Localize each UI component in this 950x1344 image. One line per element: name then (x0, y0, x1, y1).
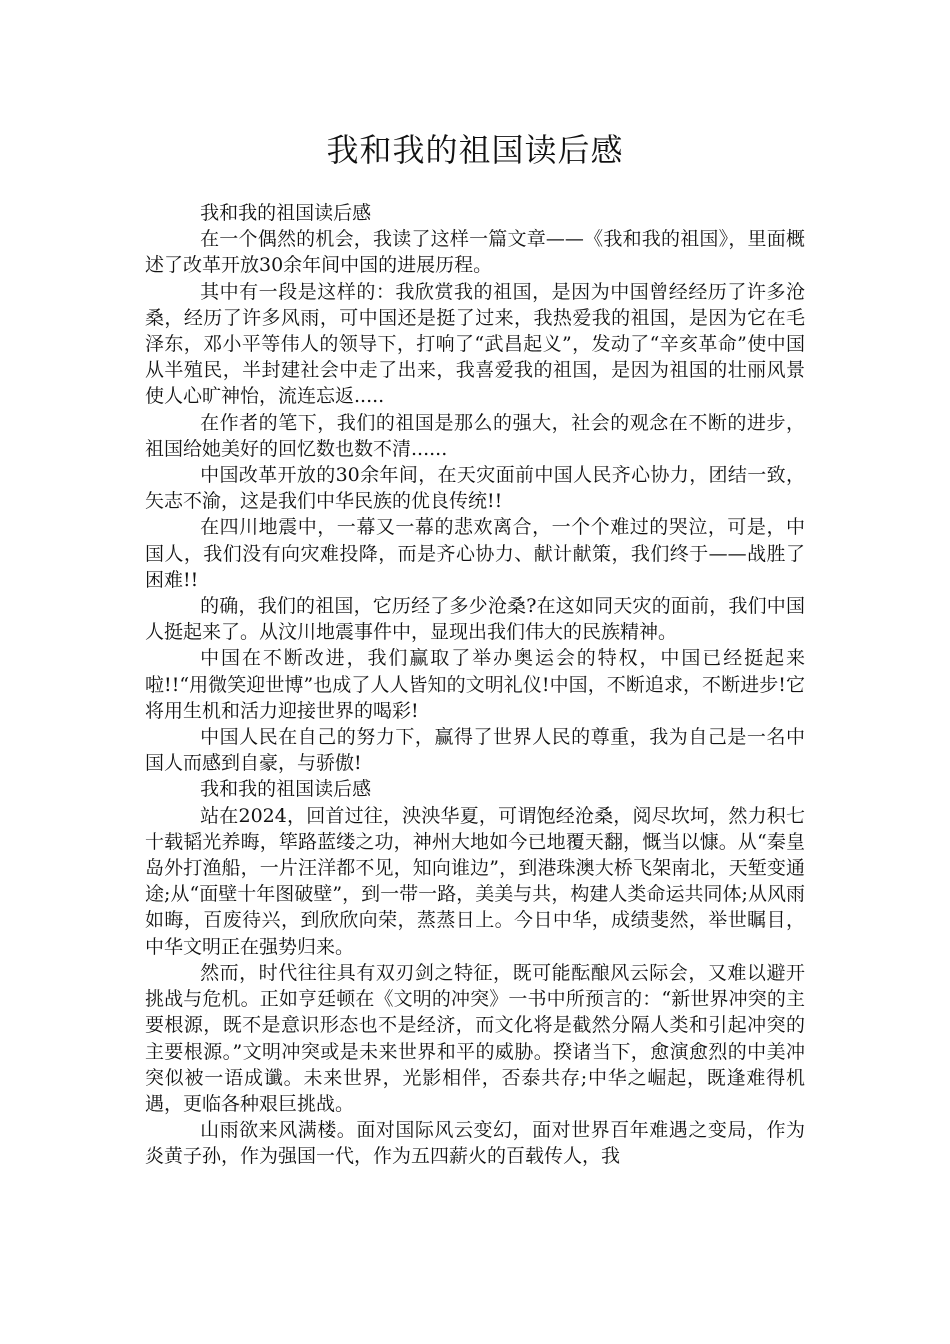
body-paragraph: 中国在不断改进，我们赢取了举办奥运会的特权，中国已经挺起来啦!!“用微笑迎世博”也成了人人皆知的文明礼仪!中国，不断追求，不断进步!它将用生机和活力迎接世界的喝彩! (145, 647, 805, 722)
body-paragraph: 在作者的笔下，我们的祖国是那么的强大，社会的观念在不断的进步，祖国给她美好的回忆数也数不清...... (145, 411, 805, 460)
body-paragraph: 在四川地震中，一幕又一幕的悲欢离合，一个个难过的哭泣，可是，中国人，我们没有向灾难投降，而是齐心协力、献计献策，我们终于——战胜了困难!! (145, 516, 805, 591)
body-paragraph: 站在2024，回首过往，泱泱华夏，可谓饱经沧桑，阅尽坎坷，然力积七十载韬光养晦，筚路蓝缕之功，神州大地如今已地覆天翻，慨当以慷。从“秦皇岛外打渔船，一片汪洋都不见，知向谁边”，到港珠澳大桥飞架南北，天堑变通途;从“面壁十年图破壁”，到一带一路，美美与共，构建人类命运共同体;从风雨如晦，百废待兴，到欣欣向荣，蒸蒸日上。今日中华，成绩斐然，举世瞩目，中华文明正在强势归来。 (145, 804, 805, 958)
body-paragraph: 的确，我们的祖国，它历经了多少沧桑?在这如同天灾的面前，我们中国人挺起来了。从汶川地震事件中，显现出我们伟大的民族精神。 (145, 595, 805, 644)
document-body (145, 200, 805, 1170)
body-paragraph: 中国改革开放的30余年间，在天灾面前中国人民齐心协力，团结一致，矢志不渝，这是我们中华民族的优良传统!! (145, 464, 805, 513)
body-paragraph: 其中有一段是这样的：我欣赏我的祖国，是因为中国曾经经历了许多沧桑，经历了许多风雨，可中国还是挺了过来，我热爱我的祖国，是因为它在毛泽东，邓小平等伟人的领导下，打响了“武昌起义”，发动了“辛亥革命”使中国从半殖民，半封建社会中走了出来，我喜爱我的祖国，是因为祖国的壮丽风景使人心旷神怡，流连忘返..... (145, 280, 805, 408)
body-paragraph: 在一个偶然的机会，我读了这样一篇文章——《我和我的祖国》，里面概述了改革开放30余年间中国的进展历程。 (145, 228, 805, 277)
document-title: 我和我的祖国读后感 (326, 131, 624, 169)
subtitle-paragraph: 我和我的祖国读后感 (200, 778, 372, 801)
subtitle-paragraph: 我和我的祖国读后感 (200, 202, 372, 224)
body-paragraph: 然而，时代往往具有双刃剑之特征，既可能酝酿风云际会，又难以避开挑战与危机。正如亨廷顿在《文明的冲突》一书中所预言的：“新世界冲突的主要根源，既不是意识形态也不是经济，而文化将是截然分隔人类和引起冲突的主要根源。”文明冲突或是未来世界和平的威胁。揆诸当下，愈演愈烈的中美冲突似被一语成谶。未来世界，光影相伴，否泰共存;中华之崛起，既逢难得机遇，更临各种艰巨挑战。 (145, 961, 805, 1115)
body-paragraph: 山雨欲来风满楼。面对国际风云变幻，面对世界百年难遇之变局，作为炎黄子孙，作为强国一代，作为五四薪火的百载传人，我 (145, 1119, 805, 1168)
body-paragraph: 中国人民在自己的努力下，赢得了世界人民的尊重，我为自己是一名中国人而感到自豪，与骄傲! (145, 726, 805, 775)
